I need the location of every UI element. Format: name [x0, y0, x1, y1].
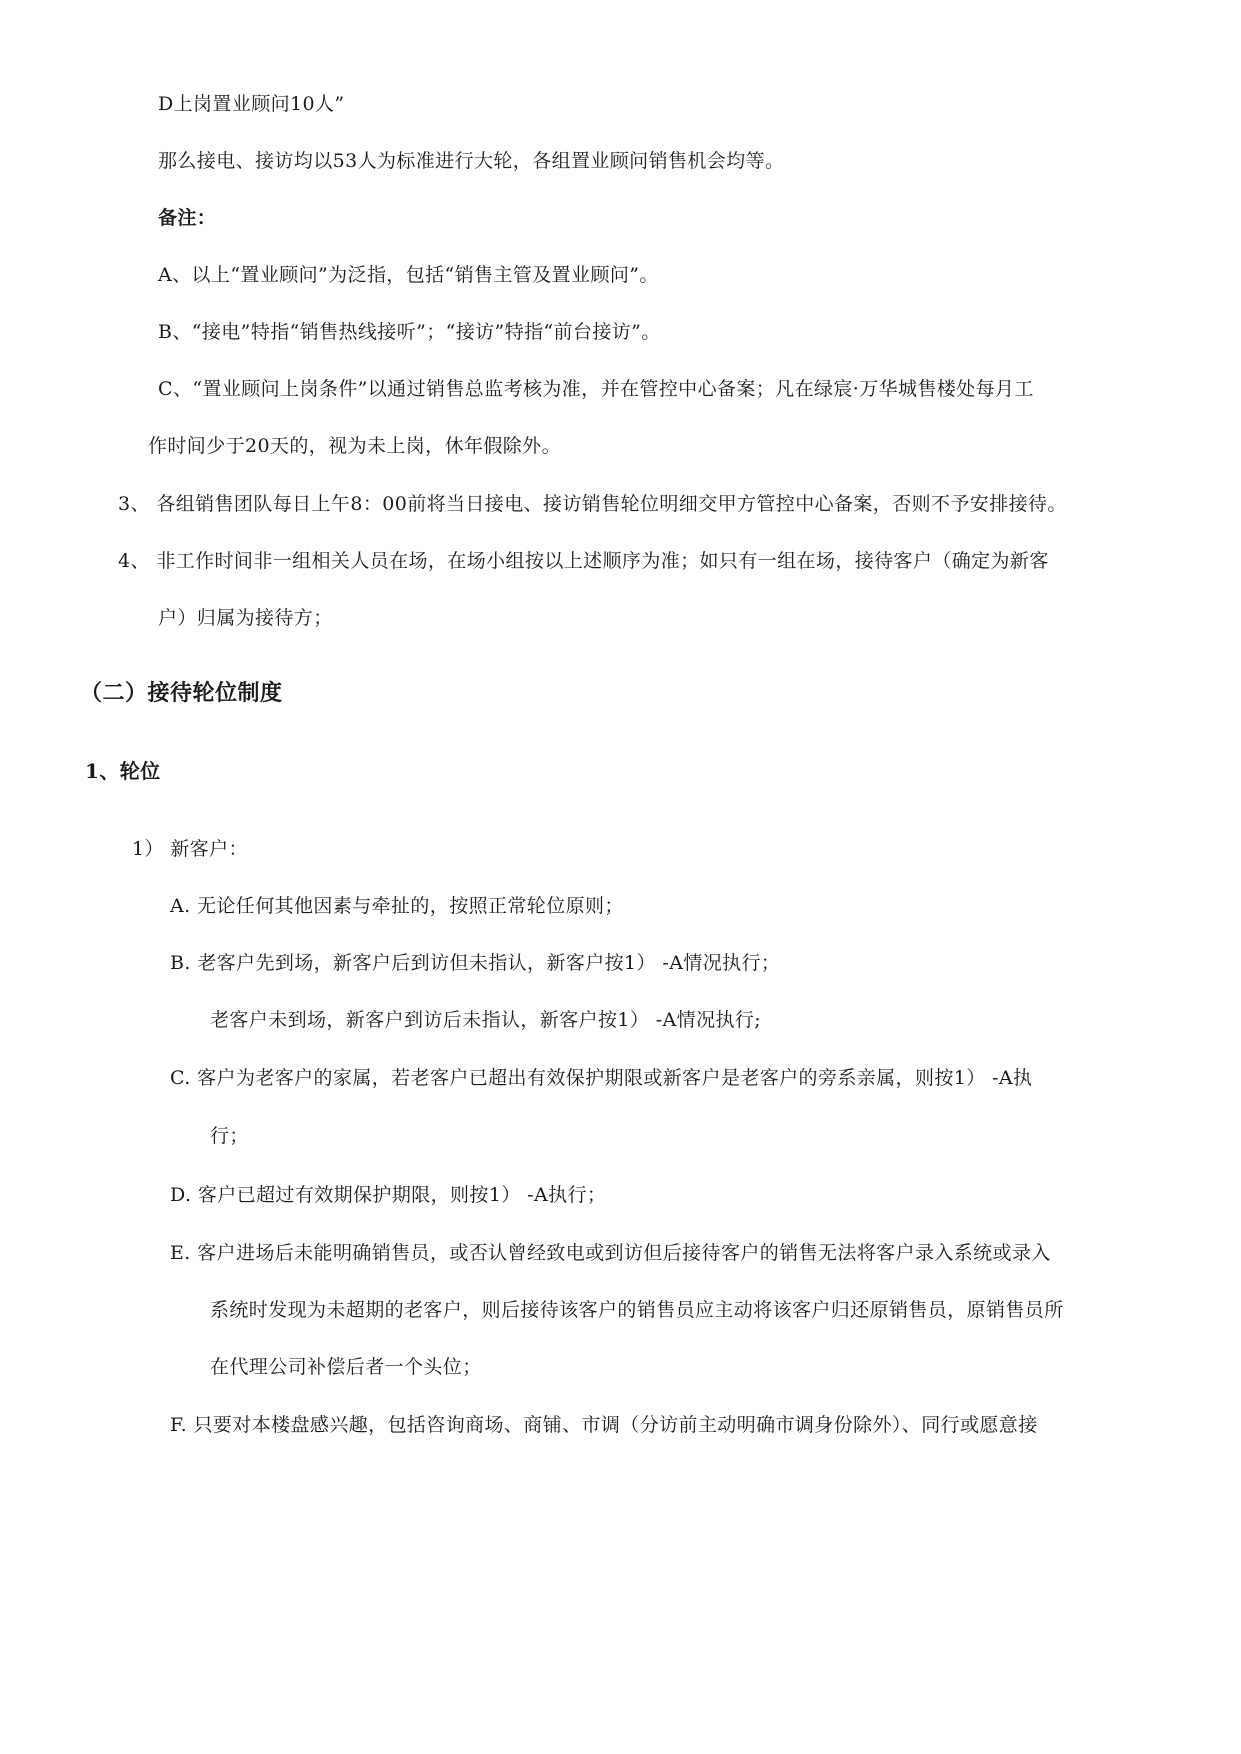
text-line: 那么接电、接访均以53人为标准进行大轮，各组置业顾问销售机会均等。 [158, 150, 785, 172]
list-item: 1） 新客户： [132, 838, 248, 860]
text-line: 在代理公司补偿后者一个头位； [210, 1356, 482, 1378]
text-line: 系统时发现为未超期的老客户，则后接待该客户的销售员应主动将该客户归还原销售员，原销售员所 [210, 1299, 1064, 1321]
text-line: D上岗置业顾问10人” [158, 93, 345, 115]
note-heading: 备注： [158, 207, 217, 229]
list-item: B. 老客户先到场，新客户后到访但未指认，新客户按1） -A情况执行； [170, 952, 781, 974]
text-line: 行； [210, 1125, 249, 1147]
text-line: 老客户未到场，新客户到访后未指认，新客户按1） -A情况执行; [210, 1009, 762, 1031]
list-item: D. 客户已超过有效期保护期限，则按1） -A执行； [170, 1184, 607, 1206]
list-item: C. 客户为老客户的家属，若老客户已超出有效保护期限或新客户是老客户的旁系亲属，则按1） -A执 [170, 1067, 1033, 1089]
section-heading: （二）接待轮位制度 [80, 680, 283, 706]
text-line: A、以上“置业顾问”为泛指，包括“销售主管及置业顾问”。 [158, 264, 659, 286]
subsection-heading: 1、轮位 [85, 759, 161, 783]
list-item: A. 无论任何其他因素与牵扯的，按照正常轮位原则； [170, 895, 624, 917]
list-item: F. 只要对本楼盘感兴趣，包括咨询商场、商铺、市调（分访前主动明确市调身份除外）、同行或愿意接 [170, 1414, 1038, 1436]
text-line: 作时间少于20天的，视为未上岗，休年假除外。 [148, 435, 561, 457]
text-line: B、“接电”特指“销售热线接听”；“接访”特指“前台接访”。 [158, 321, 661, 343]
list-item: 3、 各组销售团队每日上午8：00前将当日接电、接访销售轮位明细交甲方管控中心备案，否则不予安排接待。 [118, 493, 1067, 515]
list-item: 4、 非工作时间非一组相关人员在场，在场小组按以上述顺序为准；如只有一组在场，接待客户（确定为新客 [118, 550, 1049, 572]
list-item: E. 客户进场后未能明确销售员，或否认曾经致电或到访但后接待客户的销售无法将客户录入系统或录入 [170, 1242, 1051, 1264]
text-line: 户）归属为接待方； [158, 607, 333, 629]
text-line: C、“置业顾问上岗条件”以通过销售总监考核为准，并在管控中心备案；凡在绿宸·万华城售楼处每月工 [158, 378, 1034, 400]
